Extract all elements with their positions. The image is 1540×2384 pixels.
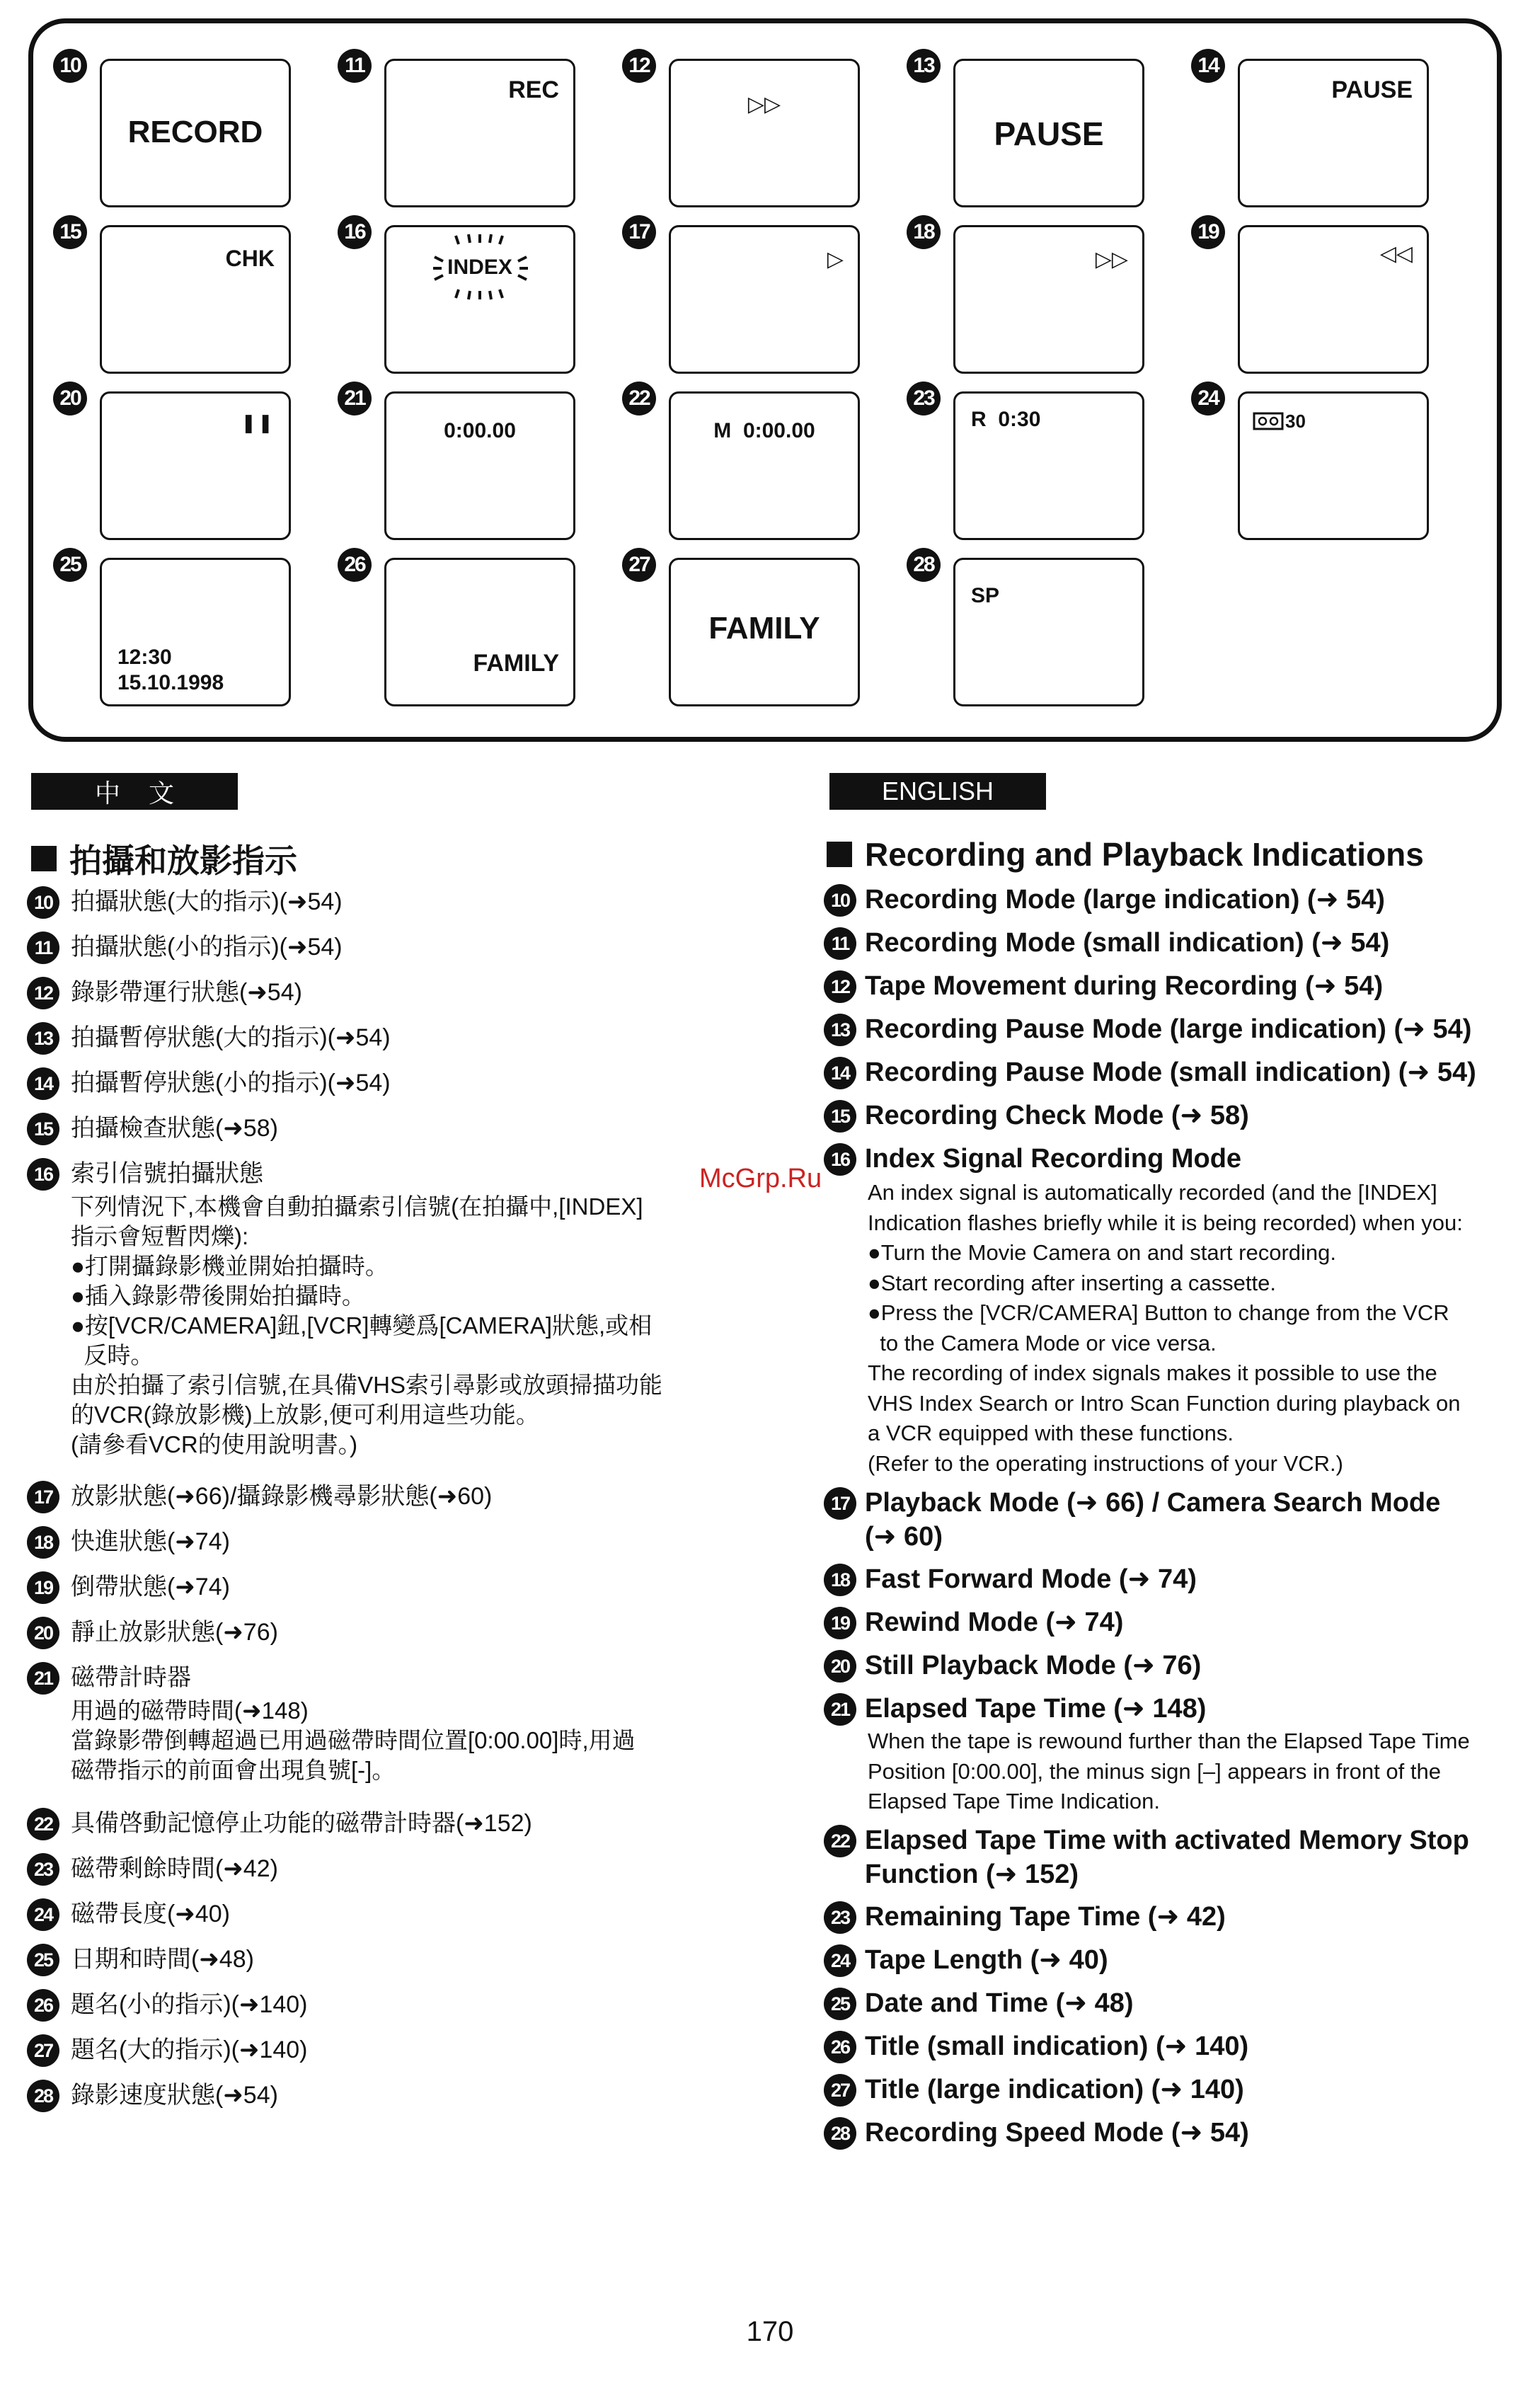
item-number: 18 — [27, 1526, 59, 1559]
display-cell — [339, 386, 580, 551]
chinese-section-title — [31, 835, 297, 882]
list-item — [27, 1523, 720, 1569]
display-cell — [624, 54, 864, 218]
item-description: 當錄影帶倒轉超過已用過磁帶時間位置[0:00.00]時,用過 — [71, 1727, 636, 1753]
item-number: 20 — [824, 1650, 856, 1683]
screen-text: CHK — [225, 246, 275, 271]
item-description: Position [0:00.00], the minus sign [–] appears in front of the — [868, 1758, 1441, 1784]
screen-frame — [100, 59, 291, 207]
item-label: Remaining Tape Time (➜ 42) — [865, 1902, 1226, 1932]
item-label: 磁帶計時器 — [71, 1664, 191, 1691]
cell-number: 14 — [1191, 49, 1225, 83]
rewind-icon: ◁◁ — [1379, 242, 1413, 265]
screen-frame — [384, 391, 575, 540]
list-item — [27, 1941, 720, 1986]
item-number: 27 — [27, 2034, 59, 2067]
item-number: 14 — [27, 1067, 59, 1100]
display-cell — [339, 54, 580, 218]
screen-frame — [953, 558, 1144, 706]
list-item — [824, 1901, 1517, 1944]
item-label: Tape Length (➜ 40) — [865, 1945, 1108, 1975]
screen-frame — [1238, 225, 1429, 374]
item-description: 的VCR(錄放影機)上放影,便可利用這些功能。 — [71, 1402, 539, 1428]
item-label: 快進狀態(➜74) — [71, 1528, 230, 1555]
item-number: 25 — [27, 1944, 59, 1976]
screen-frame — [953, 391, 1144, 540]
list-item — [27, 1805, 720, 1850]
item-label: 拍攝狀態(小的指示)(➜54) — [71, 934, 343, 961]
page-number: 170 — [746, 2316, 794, 2347]
list-item — [27, 929, 720, 974]
list-item — [27, 1986, 720, 2031]
item-label: 具備啓動記憶停止功能的磁帶計時器(➜152) — [71, 1810, 532, 1837]
time-text: 12:30 — [117, 646, 172, 669]
screen-frame — [953, 225, 1144, 374]
item-label: Title (small indication) (➜ 140) — [865, 2031, 1249, 2061]
cell-number: 21 — [338, 382, 372, 416]
screen-frame — [384, 225, 575, 374]
cell-number: 12 — [622, 49, 656, 83]
item-label: 倒帶狀態(➜74) — [71, 1574, 230, 1600]
list-item — [27, 1659, 720, 1805]
cell-number: 11 — [338, 49, 372, 83]
item-description: ●Start recording after inserting a cassette. — [868, 1270, 1276, 1295]
screen-text: RECORD — [127, 115, 263, 149]
date-text: 15.10.1998 — [117, 671, 224, 694]
list-item — [824, 1692, 1517, 1824]
item-description: The recording of index signals makes it possible to use the — [868, 1360, 1437, 1385]
cell-number: 13 — [907, 49, 941, 83]
watermark: McGrp.Ru — [699, 1164, 822, 1193]
item-number: 23 — [824, 1901, 856, 1934]
item-description: ●按[VCR/CAMERA]鈕,[VCR]轉變爲[CAMERA]狀態,或相 — [71, 1312, 653, 1339]
item-number: 14 — [824, 1057, 856, 1089]
item-number: 19 — [27, 1571, 59, 1604]
list-item — [27, 1569, 720, 1614]
item-number: 16 — [824, 1143, 856, 1176]
display-cell — [908, 220, 1149, 384]
list-item — [824, 970, 1517, 1013]
display-cell — [624, 553, 864, 717]
screen-text — [117, 645, 224, 696]
item-description: VHS Index Search or Intro Scan Function during playback on — [868, 1390, 1461, 1416]
item-label: 磁帶長度(➜40) — [71, 1901, 230, 1927]
item-number: 22 — [27, 1808, 59, 1840]
display-cell — [624, 386, 864, 551]
item-number: 16 — [27, 1158, 59, 1191]
display-cell — [1193, 386, 1433, 551]
screen-frame — [100, 225, 291, 374]
display-cell — [54, 220, 295, 384]
item-label: Playback Mode (➜ 66) / Camera Search Mode — [865, 1488, 1441, 1518]
fast-forward-icon: ▷▷ — [1095, 248, 1128, 271]
item-label: 拍攝暫停狀態(小的指示)(➜54) — [71, 1070, 391, 1096]
chinese-indication-list — [27, 883, 720, 2122]
screen-text: R 0:30 — [971, 408, 1041, 431]
item-label: 靜止放影狀態(➜76) — [71, 1619, 278, 1646]
cell-number: 18 — [907, 215, 941, 249]
item-label: Rewind Mode (➜ 74) — [865, 1608, 1124, 1637]
item-label: Tape Movement during Recording (➜ 54) — [865, 971, 1384, 1001]
item-description: a VCR equipped with these functions. — [868, 1421, 1234, 1445]
screen-text: SP — [971, 584, 1000, 607]
screen-text: 30 — [1285, 411, 1306, 432]
list-item — [824, 2030, 1517, 2073]
list-item — [27, 974, 720, 1019]
item-number: 20 — [27, 1617, 59, 1649]
list-item — [824, 927, 1517, 970]
item-label: Elapsed Tape Time with activated Memory Stop — [865, 1826, 1469, 1855]
screen-text: PAUSE — [994, 115, 1104, 152]
display-cell — [54, 553, 295, 717]
item-label: Elapsed Tape Time (➜ 148) — [865, 1694, 1207, 1724]
item-label: 題名(小的指示)(➜140) — [71, 1991, 308, 2018]
screen-frame — [953, 59, 1144, 207]
item-number: 28 — [824, 2117, 856, 2150]
screen-text: REC — [508, 76, 559, 103]
list-item — [824, 883, 1517, 927]
item-label: 拍攝狀態(大的指示)(➜54) — [71, 888, 343, 915]
cassette-icon — [1253, 412, 1284, 430]
screen-frame — [100, 391, 291, 540]
cell-number: 28 — [907, 548, 941, 582]
item-number: 19 — [824, 1607, 856, 1639]
item-label: Date and Time (➜ 48) — [865, 1988, 1134, 2018]
item-description: 指示會短暫閃爍): — [71, 1223, 249, 1249]
item-number: 15 — [824, 1100, 856, 1133]
item-number: 10 — [824, 884, 856, 917]
screen-text: M 0:00.00 — [713, 419, 815, 442]
item-label: Index Signal Recording Mode — [865, 1144, 1242, 1174]
list-item — [27, 1850, 720, 1896]
item-description: 下列情況下,本機會自動拍攝索引信號(在拍攝中,[INDEX] — [71, 1193, 643, 1220]
item-label: Still Playback Mode (➜ 76) — [865, 1651, 1202, 1680]
screen-frame — [669, 225, 860, 374]
display-cell — [908, 553, 1149, 717]
item-label: 錄影速度狀態(➜54) — [71, 2082, 278, 2109]
item-number: 24 — [824, 1944, 856, 1977]
item-description: ●Turn the Movie Camera on and start recording. — [868, 1240, 1336, 1265]
item-description: to the Camera Mode or vice versa. — [868, 1330, 1217, 1356]
cell-number: 10 — [53, 49, 87, 83]
list-item — [824, 1099, 1517, 1142]
item-number: 26 — [824, 2031, 856, 2063]
item-label: 日期和時間(➜48) — [71, 1946, 254, 1973]
item-number: 13 — [27, 1022, 59, 1055]
item-number: 18 — [824, 1564, 856, 1596]
cell-number: 15 — [53, 215, 87, 249]
screen-text: FAMILY — [708, 611, 820, 646]
square-bullet-icon — [31, 846, 57, 871]
display-cell — [54, 386, 295, 551]
cell-number: 20 — [53, 382, 87, 416]
display-cell — [1193, 220, 1433, 384]
item-description: Elapsed Tape Time Indication. — [868, 1789, 1161, 1813]
item-number: 24 — [27, 1898, 59, 1931]
list-item — [27, 2031, 720, 2077]
item-number: 26 — [27, 1989, 59, 2022]
list-item — [824, 1142, 1517, 1486]
screen-frame — [100, 558, 291, 706]
fast-forward-icon: ▷▷ — [747, 93, 781, 116]
item-label: Recording Check Mode (➜ 58) — [865, 1101, 1249, 1130]
list-item — [824, 2073, 1517, 2116]
item-description: Indication flashes briefly while it is being recorded) when you: — [868, 1210, 1463, 1235]
item-label: 拍攝暫停狀態(大的指示)(➜54) — [71, 1024, 391, 1051]
item-number: 17 — [824, 1487, 856, 1520]
list-item — [824, 1606, 1517, 1649]
item-label: Recording Mode (small indication) (➜ 54) — [865, 928, 1390, 958]
display-cell — [908, 54, 1149, 218]
display-cell — [624, 220, 864, 384]
cell-number: 26 — [338, 548, 372, 582]
item-number: 10 — [27, 886, 59, 919]
item-label: 索引信號拍攝狀態 — [71, 1160, 263, 1187]
list-item — [824, 1824, 1517, 1901]
item-description: 用過的磁帶時間(➜148) — [71, 1697, 309, 1724]
list-item — [27, 1155, 720, 1478]
item-number: 12 — [824, 970, 856, 1003]
play-icon: ▷ — [827, 248, 844, 271]
item-label: Recording Speed Mode (➜ 54) — [865, 2118, 1249, 2148]
display-cell — [1193, 54, 1433, 218]
item-label: Recording Mode (large indication) (➜ 54) — [865, 885, 1385, 915]
english-section-label: ENGLISH — [829, 773, 1046, 810]
list-item — [27, 1065, 720, 1110]
list-item — [27, 883, 720, 929]
item-description: (Refer to the operating instructions of your VCR.) — [868, 1450, 1343, 1476]
display-cell — [339, 553, 580, 717]
section-title-text: 拍攝和放影指示 — [69, 842, 297, 879]
item-number: 11 — [824, 927, 856, 960]
screen-frame — [669, 391, 860, 540]
list-item — [824, 1013, 1517, 1056]
item-label: Fast Forward Mode (➜ 74) — [865, 1564, 1197, 1594]
item-description: An index signal is automatically recorded (and the [INDEX] — [868, 1180, 1437, 1205]
screen-frame — [1238, 59, 1429, 207]
cell-number: 19 — [1191, 215, 1225, 249]
list-item — [824, 1486, 1517, 1563]
list-item — [824, 1987, 1517, 2030]
list-item — [27, 1019, 720, 1065]
cell-number: 22 — [622, 382, 656, 416]
cell-number: 23 — [907, 382, 941, 416]
cell-number: 17 — [622, 215, 656, 249]
screen-frame — [669, 59, 860, 207]
item-label: 錄影帶運行狀態(➜54) — [71, 979, 302, 1006]
item-number: 21 — [824, 1693, 856, 1726]
item-number: 27 — [824, 2074, 856, 2107]
screen-frame — [384, 59, 575, 207]
item-description: 反時。 — [71, 1342, 154, 1368]
item-number: 25 — [824, 1988, 856, 2020]
list-item — [27, 1478, 720, 1523]
screen-frame — [384, 558, 575, 706]
screen-frame — [669, 558, 860, 706]
list-item — [27, 2077, 720, 2122]
item-label: Title (large indication) (➜ 140) — [865, 2075, 1244, 2104]
section-title-text: Recording and Playback Indications — [865, 836, 1424, 873]
item-description: ●打開攝錄影機並開始拍攝時。 — [71, 1253, 389, 1279]
screen-text: FAMILY — [473, 650, 559, 677]
display-cell — [54, 54, 295, 218]
list-item — [27, 1896, 720, 1941]
display-cell — [908, 386, 1149, 551]
screen-text: PAUSE — [1331, 76, 1413, 103]
item-label: 放影狀態(➜66)/攝錄影機尋影狀態(➜60) — [71, 1483, 493, 1510]
chinese-section-label: 中文 — [31, 773, 238, 810]
screen-text: 0:00.00 — [444, 419, 516, 442]
english-indication-list — [824, 883, 1517, 2160]
item-label: Recording Pause Mode (large indication) (➜ 54) — [865, 1014, 1472, 1044]
item-number: 22 — [824, 1825, 856, 1857]
item-number: 13 — [824, 1014, 856, 1046]
item-number: 15 — [27, 1113, 59, 1145]
item-label-continued: Function (➜ 152) — [865, 1859, 1079, 1889]
list-item — [27, 1110, 720, 1155]
list-item — [824, 1563, 1517, 1606]
item-number: 28 — [27, 2080, 59, 2112]
square-bullet-icon — [827, 842, 852, 867]
cell-number: 24 — [1191, 382, 1225, 416]
item-label: 拍攝檢查狀態(➜58) — [71, 1115, 278, 1142]
english-section-title — [827, 835, 1424, 873]
item-number: 12 — [27, 977, 59, 1009]
list-item — [824, 1056, 1517, 1099]
item-number: 11 — [27, 932, 59, 964]
item-description: When the tape is rewound further than the Elapsed Tape Time — [868, 1729, 1470, 1753]
screen-frame — [1238, 391, 1429, 540]
item-description: ●Press the [VCR/CAMERA] Button to change from the VCR — [868, 1300, 1449, 1325]
item-number: 21 — [27, 1662, 59, 1695]
list-item — [824, 2116, 1517, 2160]
display-cell — [339, 220, 580, 384]
item-label-continued: (➜ 60) — [865, 1522, 943, 1552]
item-description: (請參看VCR的使用說明書。) — [71, 1431, 358, 1457]
display-indications-figure — [28, 18, 1502, 742]
item-description: 由於拍攝了索引信號,在具備VHS索引尋影或放頭掃描功能 — [71, 1372, 663, 1398]
item-description: ●插入錄影帶後開始拍攝時。 — [71, 1283, 365, 1309]
list-item — [824, 1944, 1517, 1987]
cell-number: 16 — [338, 215, 372, 249]
item-number: 17 — [27, 1481, 59, 1513]
item-label: Recording Pause Mode (small indication) (➜ 54) — [865, 1058, 1476, 1087]
item-label: 磁帶剩餘時間(➜42) — [71, 1855, 278, 1882]
list-item — [27, 1614, 720, 1659]
screen-text: INDEX — [447, 256, 512, 279]
pause-icon: ❚❚ — [241, 412, 275, 433]
item-description: 磁帶指示的前面會出現負號[-]。 — [71, 1757, 396, 1783]
cell-number: 27 — [622, 548, 656, 582]
item-label: 題名(大的指示)(➜140) — [71, 2036, 308, 2063]
list-item — [824, 1649, 1517, 1692]
item-number: 23 — [27, 1853, 59, 1886]
cell-number: 25 — [53, 548, 87, 582]
